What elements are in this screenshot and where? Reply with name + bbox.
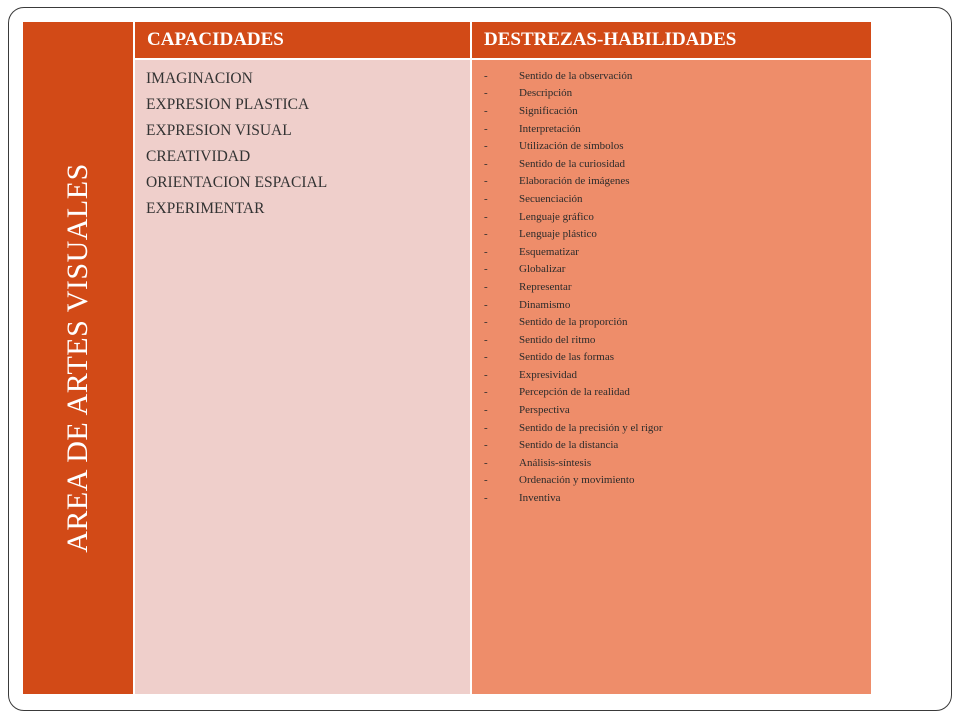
destreza-item	[482, 190, 861, 208]
destreza-item	[482, 261, 861, 279]
destreza-label: Interpretación	[519, 122, 581, 135]
header-destrezas: DESTREZAS-HABILIDADES	[472, 22, 871, 58]
bullet-dash: -	[484, 298, 488, 311]
destreza-item	[482, 173, 861, 191]
destreza-label: Secuenciación	[519, 192, 583, 205]
bullet-dash: -	[484, 175, 488, 188]
destreza-label: Sentido de la curiosidad	[519, 157, 626, 170]
destreza-item	[482, 102, 861, 120]
bullet-dash: -	[484, 192, 488, 205]
destreza-item	[482, 296, 861, 314]
bullet-dash: -	[484, 157, 488, 170]
destreza-label: Lenguaje gráfico	[519, 210, 594, 223]
destreza-label: Sentido de las formas	[519, 351, 615, 364]
destreza-label: Análisis-síntesis	[519, 456, 592, 469]
destreza-item	[482, 331, 861, 349]
bullet-dash: -	[484, 104, 488, 117]
capacidad-item: EXPERIMENTAR	[146, 200, 265, 217]
destreza-label: Globalizar	[519, 263, 566, 276]
destreza-item	[482, 349, 861, 367]
bullet-dash: -	[484, 210, 488, 223]
destreza-item	[482, 137, 861, 155]
destreza-label: Percepción de la realidad	[519, 386, 630, 399]
bullet-dash: -	[484, 386, 488, 399]
destreza-item	[482, 401, 861, 419]
destreza-item	[482, 472, 861, 490]
destreza-label: Expresividad	[519, 368, 578, 381]
destreza-label: Sentido de la proporción	[519, 316, 628, 329]
destreza-item	[482, 436, 861, 454]
destreza-item	[482, 384, 861, 402]
bullet-dash: -	[484, 228, 488, 241]
bullet-dash: -	[484, 245, 488, 258]
bullet-dash: -	[484, 140, 488, 153]
bullet-dash: -	[484, 368, 488, 381]
destreza-item	[482, 278, 861, 296]
bullet-dash: -	[484, 316, 488, 329]
bullet-dash: -	[484, 122, 488, 135]
destreza-label: Inventiva	[519, 492, 561, 505]
destrezas-column	[472, 60, 871, 694]
destreza-item	[482, 366, 861, 384]
bullet-dash: -	[484, 421, 488, 434]
destreza-label: Esquematizar	[519, 245, 579, 258]
destreza-label: Representar	[519, 280, 572, 293]
capacidad-item: EXPRESION PLASTICA	[146, 96, 310, 113]
destreza-item	[482, 208, 861, 226]
bullet-dash: -	[484, 492, 488, 505]
bullet-dash: -	[484, 87, 488, 100]
bullet-dash: -	[484, 263, 488, 276]
bullet-dash: -	[484, 456, 488, 469]
destreza-label: Sentido de la precisión y el rigor	[519, 421, 663, 434]
capacidad-item: ORIENTACION ESPACIAL	[146, 174, 328, 191]
destreza-item	[482, 243, 861, 261]
destreza-label: Sentido del ritmo	[519, 333, 596, 346]
destreza-item	[482, 454, 861, 472]
capacidad-item: CREATIVIDAD	[146, 148, 251, 165]
capacidades-column	[135, 60, 470, 694]
capacidad-item: IMAGINACION	[146, 70, 253, 87]
destreza-label: Descripción	[519, 87, 573, 100]
destreza-label: Sentido de la distancia	[519, 439, 619, 452]
destreza-item	[482, 419, 861, 437]
destreza-label: Lenguaje plástico	[519, 228, 597, 241]
bullet-dash: -	[484, 69, 488, 82]
bullet-dash: -	[484, 474, 488, 487]
side-title: AREA DE ARTES VISUALES	[61, 163, 94, 553]
header-capacidades: CAPACIDADES	[135, 22, 470, 58]
destreza-item	[482, 67, 861, 85]
destreza-item	[482, 155, 861, 173]
destreza-label: Elaboración de imágenes	[519, 175, 630, 188]
bullet-dash: -	[484, 439, 488, 452]
bullet-dash: -	[484, 333, 488, 346]
bullet-dash: -	[484, 280, 488, 293]
destreza-item	[482, 489, 861, 507]
destreza-label: Perspectiva	[519, 404, 570, 417]
bullet-dash: -	[484, 351, 488, 364]
destreza-label: Ordenación y movimiento	[519, 474, 635, 487]
bullet-dash: -	[484, 404, 488, 417]
destreza-item	[482, 225, 861, 243]
destreza-item	[482, 85, 861, 103]
destreza-label: Dinamismo	[519, 298, 571, 311]
destreza-label: Sentido de la observación	[519, 69, 633, 82]
destreza-label: Significación	[519, 104, 578, 117]
capacidad-item: EXPRESION VISUAL	[146, 122, 292, 139]
destreza-label: Utilización de símbolos	[519, 140, 624, 153]
destreza-item	[482, 313, 861, 331]
destreza-item	[482, 120, 861, 138]
